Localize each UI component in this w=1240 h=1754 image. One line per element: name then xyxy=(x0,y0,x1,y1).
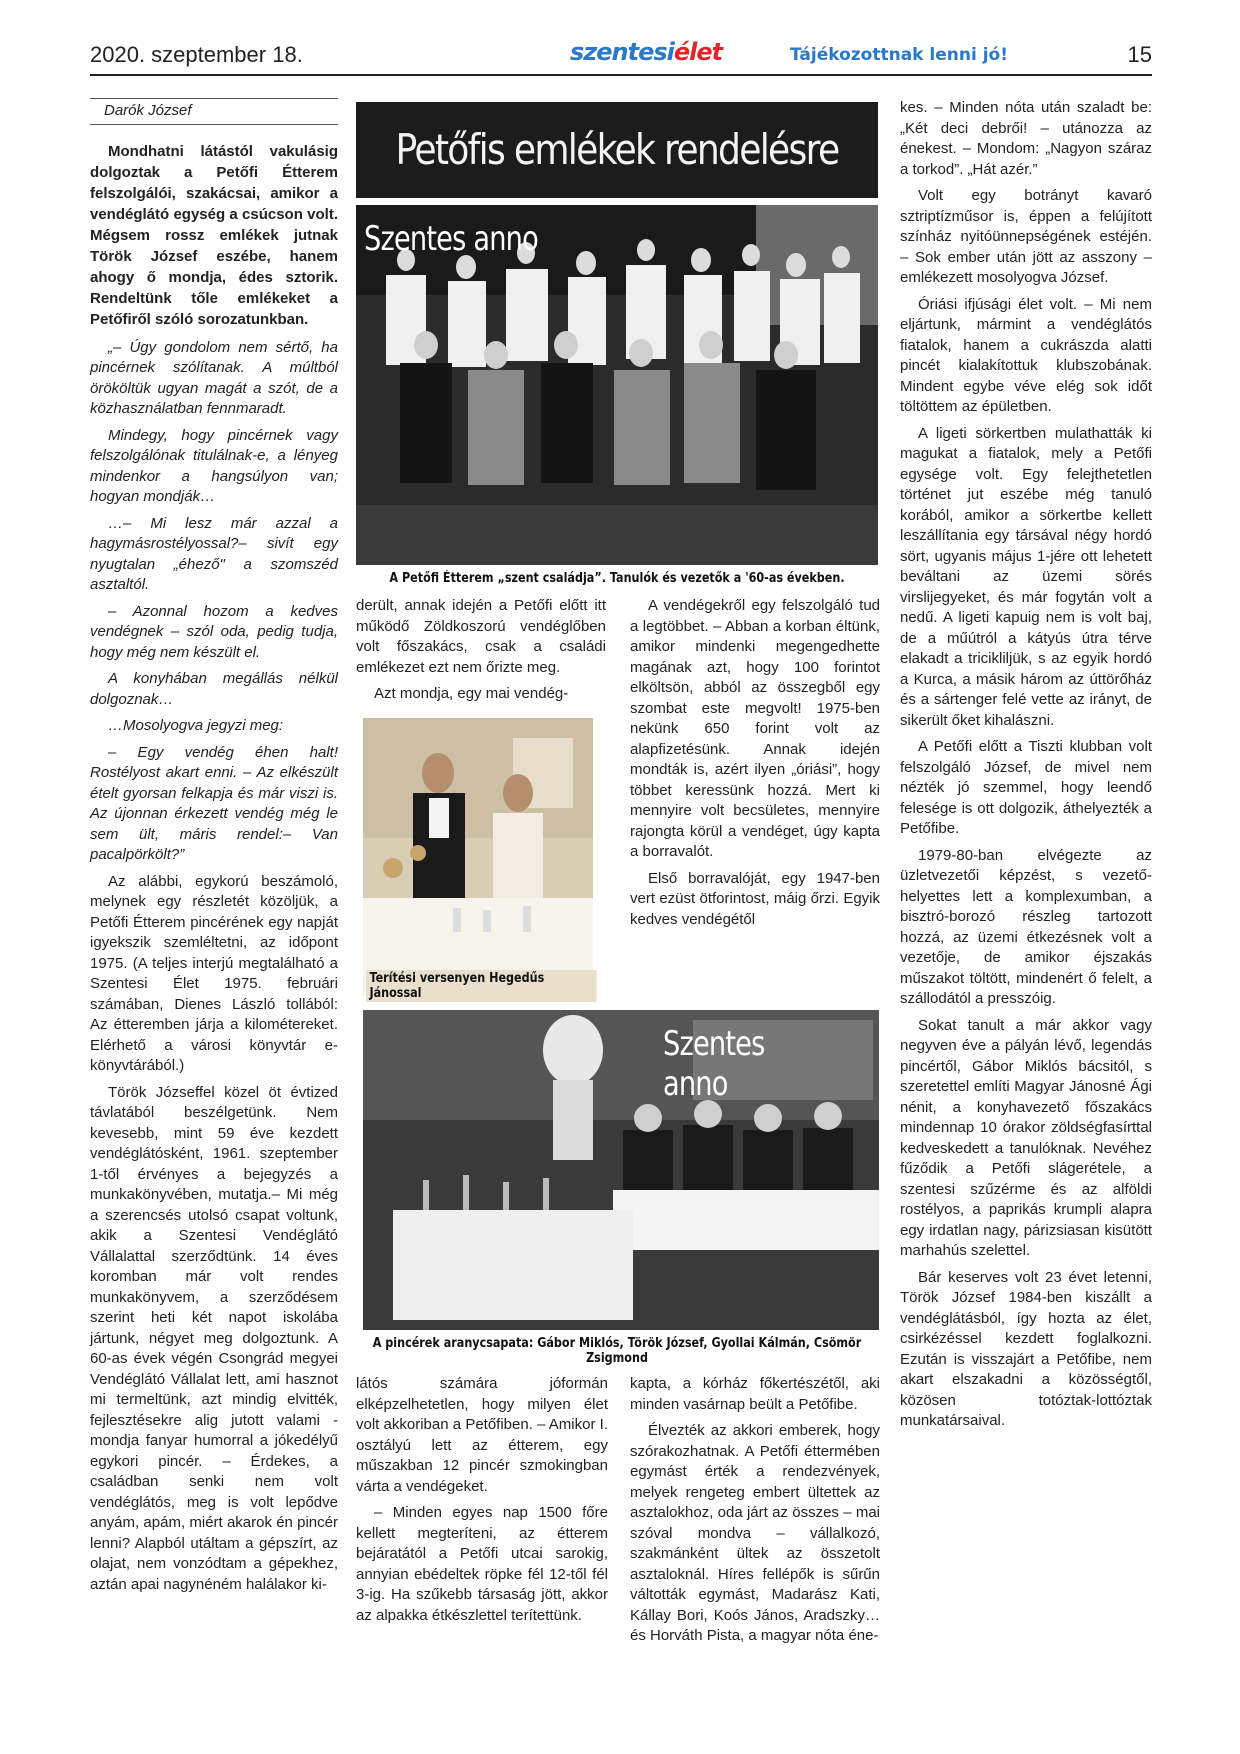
table-setting-caption: Terítési versenyen Hegedűs Jánossal xyxy=(366,970,596,1002)
paragraph: Azt mondja, egy mai vendég- xyxy=(374,685,569,702)
column-2b xyxy=(630,596,880,936)
paragraph: Első borravalóját, egy 1947-ben vert ezüst ötforintost, máig őrzi. Egyik kedves vendégétől xyxy=(630,869,880,928)
page-header xyxy=(90,38,1152,72)
column-4 xyxy=(900,98,1152,1438)
paragraph: Bár keserves volt 23 évet letenni, Török József 1984-ben kiszállt a vendéglátásból, így hozta az élet, csirkézéssel kezdett foglalkozni. Ezután is visszajárt a Petőfibe, nem akart elszakadni a közösségtől, közösen totóztak-lottóztak munkatársaival. xyxy=(900,1268,1152,1429)
paragraph: A konyhában megállás nélkül dolgoznak… xyxy=(90,670,338,708)
article-lead: Mondhatni látástól vakulásig dolgoztak a Petőfi Étterem felszolgálói, szakácsai, amikor a vendéglátó egység a csúcson volt. Mégsem rossz emlékek jutnak Török József eszébe, hanem ahogy ő mondja, édes sztorik. Rendeltünk tőle emlékeket a Petőfiről szóló sorozatunkban. xyxy=(90,142,338,328)
waiters-photo-caption: A pincérek aranycsapata: Gábor Miklós, Török József, Gyollai Kálmán, Csömör Zsigmond xyxy=(372,1336,862,1366)
paragraph: Az alábbi, egykorú beszámoló, melynek egy részletét közöljük, a Petőfi Étterem pincérének egy napját igyekszik szemléltetni, az időpont 1975. (A teljes interjú megtalálható a Szentesi Élet 1975. februári számában, Dienes László tollából: Az étteremben járja a kilométereket. Elérhető a városi könyvtár e-könyvtárából.) xyxy=(90,872,338,1074)
column-2a xyxy=(356,596,606,711)
header-rule xyxy=(90,74,1152,76)
paragraph: Sokat tanult a már akkor vagy negyven éve a pályán lévő, legendás pincértől, Gábor Miklós bácsitól, s szeretettel említi Magyar Jánosné Ági nénit, a konyhavezető főszakács mindennap 10 órakor zöldségfasírttal kedveskedett a tanulóknak. Nevéhez fűződik a Petőfi slágerétele, a szentesi szűzérme és az alföldi rostélyos, a paprikás krumpli alapra egy irdatlan nagy, párizsiasan kisütött marhahús szelettel. xyxy=(900,1016,1152,1259)
paragraph: látós számára jóformán elképzelhetetlen, hogy milyen élet volt akkoriban a Petőfiben. – Amikor I. osztályú lett az étterem, egy műszakban 12 pincér szmokingban várta a vendégeket. xyxy=(356,1375,608,1495)
issue-date: 2020. szeptember 18. xyxy=(90,42,303,67)
author-name: Darók József xyxy=(104,102,192,119)
paragraph: A Petőfi előtt a Tiszti klubban volt felszolgáló József, de mivel nem nézték jó szemmel, hogy leendő felesége is ott dolgozik, áthelyezték a Petőfibe. xyxy=(900,738,1152,837)
column-1-body xyxy=(90,338,338,1596)
newspaper-logo: szentesiélet xyxy=(570,38,723,66)
column-2b-body xyxy=(630,596,880,930)
group-photo xyxy=(356,205,878,565)
paragraph: – Azonnal hozom a kedves vendégnek – szól oda, pedig tudja, hogy még nem készült el. xyxy=(90,602,338,661)
newspaper-slogan: Tájékozottnak lenni jó! xyxy=(790,45,1008,65)
paragraph: Óriási ifjúsági élet volt. – Mi nem eljártunk, mármint a vendéglátós fiatalok, hanem a cukrászda alatti pincét kialakítottuk klubszobának. Mindent egybe véve elég sok időt töltöttem az épületben. xyxy=(900,295,1152,415)
author-line xyxy=(90,98,338,125)
table-setting-photo-image xyxy=(363,718,593,996)
column-4-body xyxy=(900,98,1152,1432)
paragraph: kes. – Minden nóta után szaladt be: „Két deci debrői! – utánozza az énekest. – Mondom: „Nagyon száraz a torkod”. „Hát azér.” xyxy=(900,99,1152,178)
page-number: 15 xyxy=(1127,42,1152,67)
group-photo-caption: A Petőfi Étterem „szent családja”. Tanulók és vezetők a '60-as években. xyxy=(389,571,845,586)
photo-stamp: Szentes anno xyxy=(364,219,538,259)
column-3b xyxy=(630,1374,880,1653)
group-photo-image xyxy=(356,205,878,565)
paragraph: Volt egy botrányt kavaró sztriptízműsor is, éppen a felújított színház nyitóünnepségének estéjén. – Sok ember után jött az asszony – emlékezett mosolyogva József. xyxy=(900,187,1152,286)
paragraph: „– Úgy gondolom nem sértő, ha pincérnek szólítanak. A múltból örököltük ugyan magát a szót, de a közhasználatban fennmaradt. xyxy=(90,338,338,417)
paragraph: 1979-80-ban elvégezte az üzletvezetői képzést, s vezető-helyettes lett a komplexumban, a bisztró-borozó részleg tartozott hozzá, az üzemi étkezésnek volt a vezetője, de amikor éjszakás műszakot töltött, mindenért ő felelt, a szállodától a presszóig. xyxy=(900,846,1152,1007)
paragraph: Élvezték az akkori emberek, hogy szórakozhatnak. A Petőfi éttermében egymást érték a rendezvények, melyek rengeteg embert ültettek az asztalokhoz, oda járt az összes – mai szóval mondva – vállalkozó, szakmánként ültek az összetolt asztaloknál. Híres fellépők is sűrűn váltották egymást, Madarász Kati, Kállay Bori, Koós János, Aradszky… és Horváth Pista, a magyar nóta éne- xyxy=(630,1422,880,1644)
article-title: Petőfis emlékek rendelésre xyxy=(356,102,878,198)
paragraph: A vendégekről egy felszolgáló tud a legtöbbet. – Abban a korban éltünk, amikor mindenki megengedhette magának azt, hogy 100 forintot elköltsön, abból az összegből egy szombat este megvolt! 1975-ben nekünk 650 forint volt az alapfizetésünk. Annak idején mondták is, azért ilyen „óriási”, hogy többet keressünk hozzá. Mert ki mennyire volt becsületes, mennyire rajongta körül a vendéget, úgy kapta a borravalót. xyxy=(630,597,880,860)
column-3a-body xyxy=(356,1374,608,1626)
column-2a-body xyxy=(356,596,606,705)
waiters-photo xyxy=(363,1010,879,1330)
paragraph: Török Józseffel közel öt évtized távlatából beszélgetünk. Nem kevesebb, mint 59 éve kezdett vendéglátósként, 1961. szeptember 1-től érvényes a bejegyzés a munkakönyvében, mutatja.– Mi még a szerencsés utolsó csapat voltunk, akik a Szentesi Vendéglátó Vállalattal szerződtünk. 14 éves koromban már volt rendes munkakönyvem, a szerződésem szerint heti két napot iskolába jártunk, négyet meg dolgoztunk. A 60-as évek végén Csongrád megyei Vendéglátó Vállalat lett, ami hasznot mi termeltünk, azt mindig elvitték, fejlesztésekre alig jutott valami - mondja fanyar humorral a jókedélyű egykori pincér. – Érdekes, a családban senki nem volt vendéglátós, meg is volt lepődve anyám, apám, miért akarok én pincér lenni? Alapból utáltam a gépszírt, az olajat, nem vonzódtam a gépekhez, aztán apai nagynéném halálakor ki- xyxy=(90,1083,338,1593)
column-3a xyxy=(356,1374,608,1632)
paragraph: derült, annak idején a Petőfi előtt itt működő Zöldkoszorú vendéglőben volt főszakács, csak a családi emlékezet ezt nem őrizte meg. xyxy=(356,597,606,676)
column-3b-body xyxy=(630,1374,880,1647)
column-1 xyxy=(90,98,338,1601)
paragraph: …– Mi lesz már azzal a hagymásrostélyossal?– sivít egy nyugtalan „éhező" a szomszéd asztaltól. xyxy=(90,514,338,593)
paragraph: Mindegy, hogy pincérnek vagy felszolgálónak titulálnak-e, a lényeg mindenkor a hangsúlyon van; hogyan mondják… xyxy=(90,426,338,505)
paragraph: …Mosolyogva jegyzi meg: xyxy=(108,717,284,734)
paragraph: A ligeti sörkertben mulathatták ki magukat a fiatalok, mely a Petőfi egysége volt. Egy felejthetetlen történet jut eszébe még tanuló korából, amikor a sörkertbe kellett leszállítania egy társával négy hordó sört, ugyanis május 1-jére ott lehetett beváltani az üzemi sörés virslijegyeket, és már fogytán volt a nedű. A ligeti kapuig nem is volt baj, de a műútról a kátyús útra térve elakadt a tricikliljük, s az egyik hordó a Kurca, a másik három az úttörőház és a sártenger felé vette az irányt, de sikerült őket kihalászni. xyxy=(900,424,1152,729)
paragraph: – Egy vendég éhen halt! Rostélyost akart enni. – Az elkészült ételt gyorsan felkapja és már viszi is. Az újonnan érkezett vendég még le sem ült, máris rendel:– Van pacalpörkölt?” xyxy=(90,743,338,863)
table-setting-photo xyxy=(363,718,593,996)
paragraph: – Minden egyes nap 1500 főre kellett megteríteni, az étterem bejáratától a Petőfi utcai sarokig, annyian ebédeltek röpke fél 12-től fél 3-ig. Ha szűkebb társaság jött, akkor az alpakka étkészlettel terítettünk. xyxy=(356,1504,608,1624)
photo-stamp: Szentes anno xyxy=(663,1024,765,1104)
paragraph: kapta, a kórház főkertészétől, aki minden vasárnap beült a Petőfibe. xyxy=(630,1375,880,1413)
